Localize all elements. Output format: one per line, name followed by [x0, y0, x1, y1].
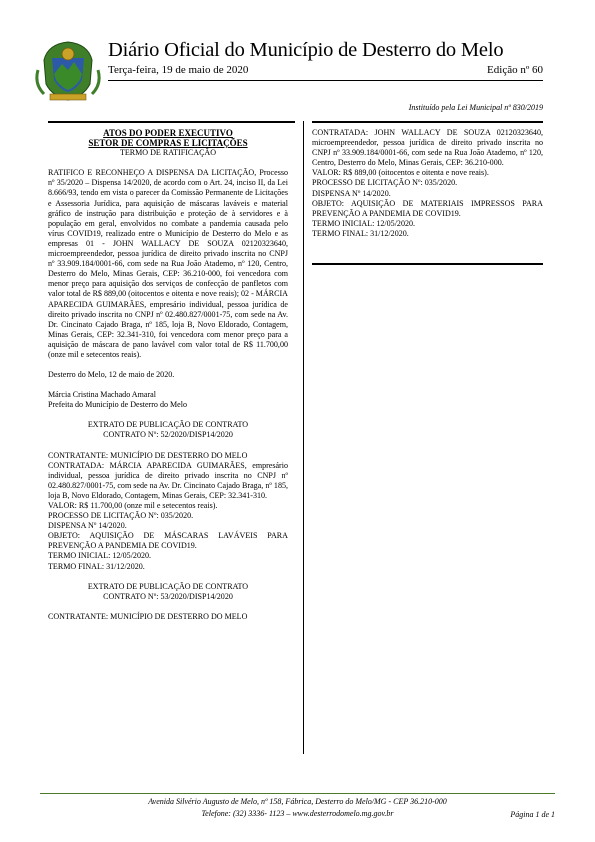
instituted-note: Instituído pela Lei Municipal nº 830/2019 — [408, 103, 543, 112]
newspaper-title: Diário Oficial do Município de Desterro do Melo — [108, 39, 504, 61]
place-date: Desterro do Melo, 12 de maio de 2020. — [48, 370, 175, 380]
extrato2-termo-final: TERMO FINAL: 31/12/2020. — [312, 228, 409, 238]
footer-contact: Telefone: (32) 3336- 1123 – www.desterrodomelo.mg.gov.br — [201, 809, 394, 818]
header-rule — [108, 80, 543, 81]
extrato1-contratada: CONTRATADA: MÁRCIA APARECIDA GUIMARÃES, empresário individual, pessoa jurídica de direito privado inscrita no CNPJ nº 02.480.827/0001-75, com sede na Av. Dr. Cincinato Cajado Braga, nº 185, loja B, Novo Eldorado, Contagem, Minas Gerais, CEP: 32.341-310. — [48, 460, 288, 500]
subsection-heading: SETOR DE COMPRAS E LICITAÇÕES — [88, 138, 248, 149]
extrato2-contratante: CONTRATANTE: MUNICÍPIO DE DESTERRO DO MELO — [48, 611, 248, 621]
extrato2-number: CONTRATO Nº: 53/2020/DISP14/2020 — [103, 591, 233, 601]
extrato1-valor: VALOR: R$ 11.700,00 (onze mil e setecentos reais). — [48, 501, 218, 510]
termo-body: RATIFICO E RECONHEÇO A DISPENSA DA LICITAÇÃO, Processo nº 35/2020 – Dispensa 14/2020, de acordo com o Art. 24, inciso II, da Lei 8.666/93, tendo em vista o parecer da Comissão Permanente de Licitações e Assessoria Jurídica, para aquisição de máscaras laváveis e material gráfico de instrução para distribuição e proteção de à servidores e à população em geral, envolvidos no combate a pandemia causada pelo vírus COVID19, realizado entre o Município de Desterro do Melo e as empresas 01 - JOHN WALLACY DE SOUZA 02120323640, microempreendedor, pessoa jurídica de direito privado inscrita no CNPJ nº 33.909.184/0001-66, com sede na Rua João Atademo, nº 120, Centro, Desterro do Melo, Minas Gerais, CEP: 36.210-000, foi vencedora com menor preço para aquisição dos serviços de confecção de panfletos com valor total de R$ 889,00 (oitocentos e oitenta e nove reais); 02 - MÁRCIA APARECIDA GUIMARÃES, empresário individual, pessoa jurídica de direito privado inscrita no CNPJ nº 02.480.827/0001-75, com sede na Av. Dr. Cincinato Cajado Braga, nº 185, loja B, Novo Eldorado, Contagem, Minas Gerais, CEP: 32.341-310, foi vencedora com menor preço para a aquisição de máscara de pano lavável com valor total de R$ 11.700,00 (onze mil e setecentos reais). — [48, 168, 288, 359]
column-divider — [303, 121, 304, 754]
extrato2-objeto: OBJETO: AQUISIÇÃO DE MATERIAIS IMPRESSOS PARA PREVENÇÃO A PANDEMIA DE COVID19. — [312, 198, 543, 218]
page-number: Página 1 de 1 — [510, 810, 555, 819]
extrato1-title: EXTRATO DE PUBLICAÇÃO DE CONTRATO — [87, 420, 249, 430]
extrato1-number: CONTRATO Nº: 52/2020/DISP14/2020 — [103, 430, 233, 440]
footer-rule — [40, 793, 555, 794]
extrato2-dispensa: DISPENSA Nº 14/2020. — [312, 188, 391, 198]
right-top-rule — [312, 121, 543, 123]
edition-number: Edição nº 60 — [487, 64, 543, 76]
signer-role: Prefeita do Município de Desterro do Melo — [48, 400, 187, 410]
extrato2-title: EXTRATO DE PUBLICAÇÃO DE CONTRATO — [87, 581, 249, 591]
section-heading: ATOS DO PODER EXECUTIVO — [103, 128, 233, 138]
municipal-crest-icon — [34, 40, 102, 102]
signer-name: Márcia Cristina Machado Amaral — [48, 390, 156, 400]
extrato2-valor: VALOR: R$ 889,00 (oitocentos e oitenta e nove reais). — [312, 168, 489, 178]
extrato2-termo-inicial: TERMO INICIAL: 12/05/2020. — [312, 218, 416, 228]
right-column — [312, 128, 543, 239]
extrato1-termo-inicial: TERMO INICIAL: 12/05/2020. — [48, 551, 152, 561]
left-top-rule — [48, 121, 295, 123]
extrato1-termo-final: TERMO FINAL: 31/12/2020. — [48, 561, 145, 571]
extrato2-processo: PROCESSO DE LICITAÇÃO Nº: 035/2020. — [312, 178, 458, 188]
left-column — [48, 128, 288, 622]
extrato2-contratada: CONTRATADA: JOHN WALLACY DE SOUZA 02120323640, microempreendedor, pessoa jurídica de direito privado inscrita no CNPJ nº 33.909.184/0001-66, com sede na Rua João Atademo, nº 120, Centro, Desterro do Melo, Minas Gerais, CEP: 36.210-000. — [312, 128, 543, 168]
issue-date: Terça-feira, 19 de maio de 2020 — [108, 64, 249, 76]
termo-title: TERMO DE RATIFICAÇÃO — [119, 148, 217, 158]
right-bottom-rule — [312, 263, 543, 265]
extrato1-contratante: CONTRATANTE: MUNICÍPIO DE DESTERRO DO MELO — [48, 450, 248, 460]
extrato1-objeto: OBJETO: AQUISIÇÃO DE MÁSCARAS LAVÁVEIS PARA PREVENÇÃO A PANDEMIA DE COVID19. — [48, 531, 288, 551]
extrato1-processo: PROCESSO DE LICITAÇÃO Nº: 035/2020. — [48, 511, 194, 521]
extrato1-dispensa: DISPENSA Nº 14/2020. — [48, 521, 127, 531]
footer-address: Avenida Silvério Augusto de Melo, nº 158, Fábrica, Desterro do Melo/MG - CEP 36.210-000 — [148, 797, 447, 806]
